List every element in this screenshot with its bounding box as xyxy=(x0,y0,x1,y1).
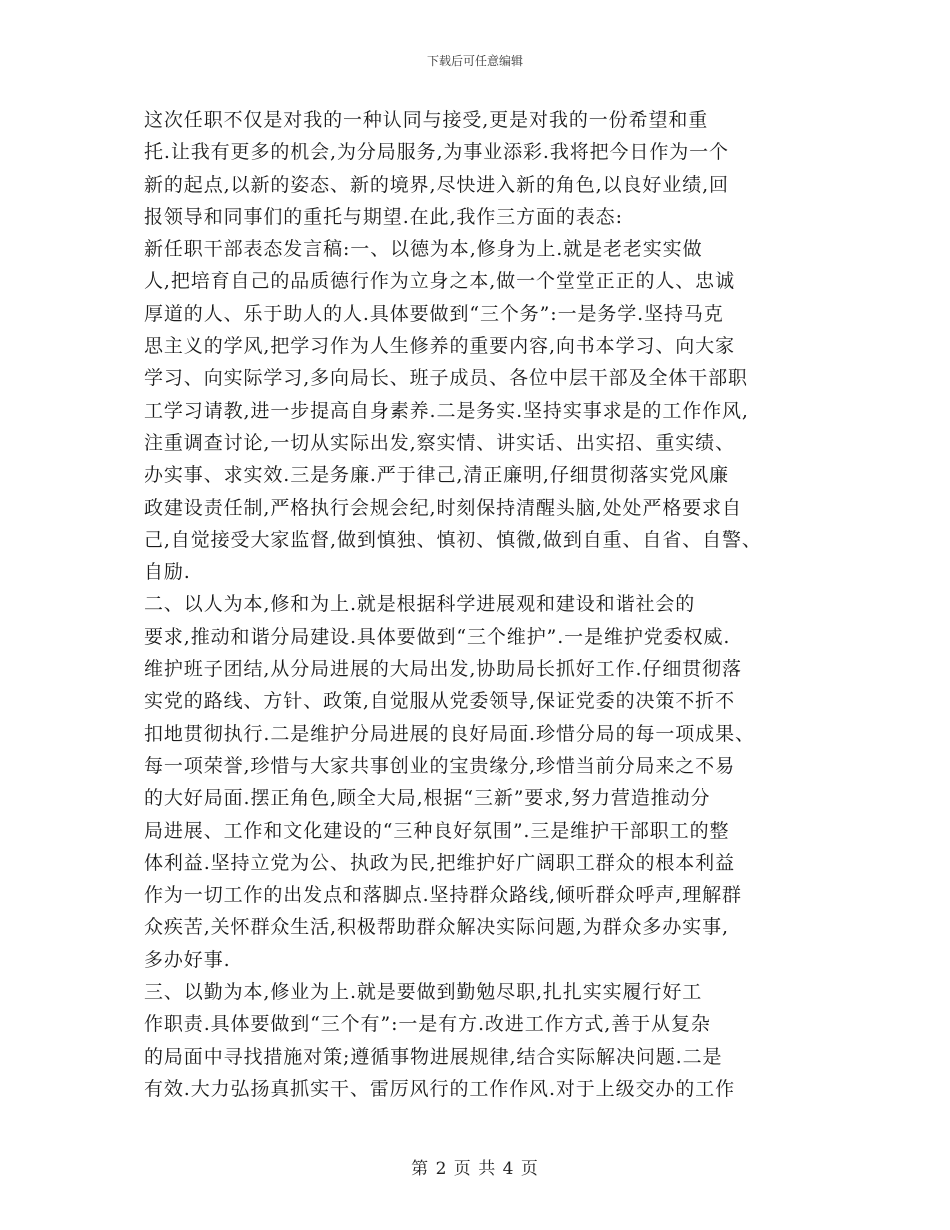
text-line: 注重调查讨论,一切从实际出发,察实情、讲实话、出实招、重实绩、 xyxy=(144,431,735,454)
text-line: 厚道的人、乐于助人的人.具体要做到“三个务”:一是务学.坚持马克 xyxy=(144,302,724,325)
text-line: 自励. xyxy=(144,561,191,584)
text-line: 思主义的学风,把学习作为人生修养的重要内容,向书本学习、向大家 xyxy=(144,335,735,358)
text-line: 每一项荣誉,珍惜与大家共事创业的宝贵缘分,珍惜当前分局来之不易 xyxy=(144,754,735,777)
text-line: 学习、向实际学习,多向局长、班子成员、各位中层干部及全体干部职 xyxy=(144,367,748,390)
text-line: 众疾苦,关怀群众生活,积极帮助群众解决实际问题,为群众多办实事, xyxy=(144,916,729,939)
text-line: 体利益.坚持立党为公、执政为民,把维护好广阔职工群众的根本利益 xyxy=(144,851,735,874)
text-line: 扣地贯彻执行.二是维护分局进展的良好局面.珍惜分局的每一项成果、 xyxy=(144,722,755,745)
text-line: 人,把培育自己的品质德行作为立身之本,做一个堂堂正正的人、忠诚 xyxy=(144,270,735,293)
text-line: 作职责.具体要做到“三个有”:一是有方.改进工作方式,善于从复杂 xyxy=(144,1013,711,1036)
text-line: 作为一切工作的出发点和落脚点.坚持群众路线,倾听群众呼声,理解群 xyxy=(144,884,742,907)
text-line: 己,自觉接受大家监督,做到慎独、慎初、慎微,做到自重、自省、自警、 xyxy=(144,528,762,551)
text-line: 这次任职不仅是对我的一种认同与接受,更是对我的一份希望和重 xyxy=(144,109,709,131)
text-line: 新的起点,以新的姿态、新的境界,尽快进入新的角色,以良好业绩,回 xyxy=(144,173,729,196)
text-line: 有效.大力弘扬真抓实干、雷厉风行的工作作风.对于上级交办的工作 xyxy=(144,1077,735,1100)
text-line: 局进展、工作和文化建设的“三种良好氛围”.三是维护干部职工的整 xyxy=(144,819,730,842)
text-line: 实党的路线、方针、政策,自觉服从党委领导,保证党委的决策不折不 xyxy=(144,690,735,713)
text-line: 的局面中寻找措施对策;遵循事物进展规律,结合实际解决问题.二是 xyxy=(144,1045,723,1068)
text-line: 托.让我有更多的机会,为分局服务,为事业添彩.我将把今日作为一个 xyxy=(144,141,729,164)
text-line: 维护班子团结,从分局进展的大局出发,协助局长抓好工作.仔细贯彻落 xyxy=(144,658,742,681)
text-line: 多办好事. xyxy=(144,948,231,971)
text-line: 报领导和同事们的重托与期望.在此,我作三方面的表态: xyxy=(144,205,623,228)
text-line: 政建设责任制,严格执行会规会纪,时刻保持清醒头脑,处处严格要求自 xyxy=(144,496,742,519)
page-header: 下载后可任意编辑 xyxy=(426,54,523,68)
text-line: 工学习请教,进一步提高自身素养.二是务实.坚持实事求是的工作作风, xyxy=(144,399,749,422)
page-footer: 第 2 页 共 4 页 xyxy=(411,1159,539,1179)
text-line: 新任职干部表态发言稿:一、以德为本,修身为上.就是老老实实做 xyxy=(144,238,703,261)
text-line: 的大好局面.摆正角色,顾全大局,根据“三新”要求,努力营造推动分 xyxy=(144,787,711,810)
document-body xyxy=(144,104,814,1105)
text-line: 办实事、求实效.三是务廉.严于律己,清正廉明,仔细贯彻落实党风廉 xyxy=(144,464,729,487)
text-line: 二、以人为本,修和为上.就是根据科学进展观和建设和谐社会的 xyxy=(144,593,696,616)
text-line: 三、以勤为本,修业为上.就是要做到勤勉尽职,扎扎实实履行好工 xyxy=(144,981,703,1004)
text-line: 要求,推动和谐分局建设.具体要做到“三个维护”.一是维护党委权威. xyxy=(144,625,731,648)
